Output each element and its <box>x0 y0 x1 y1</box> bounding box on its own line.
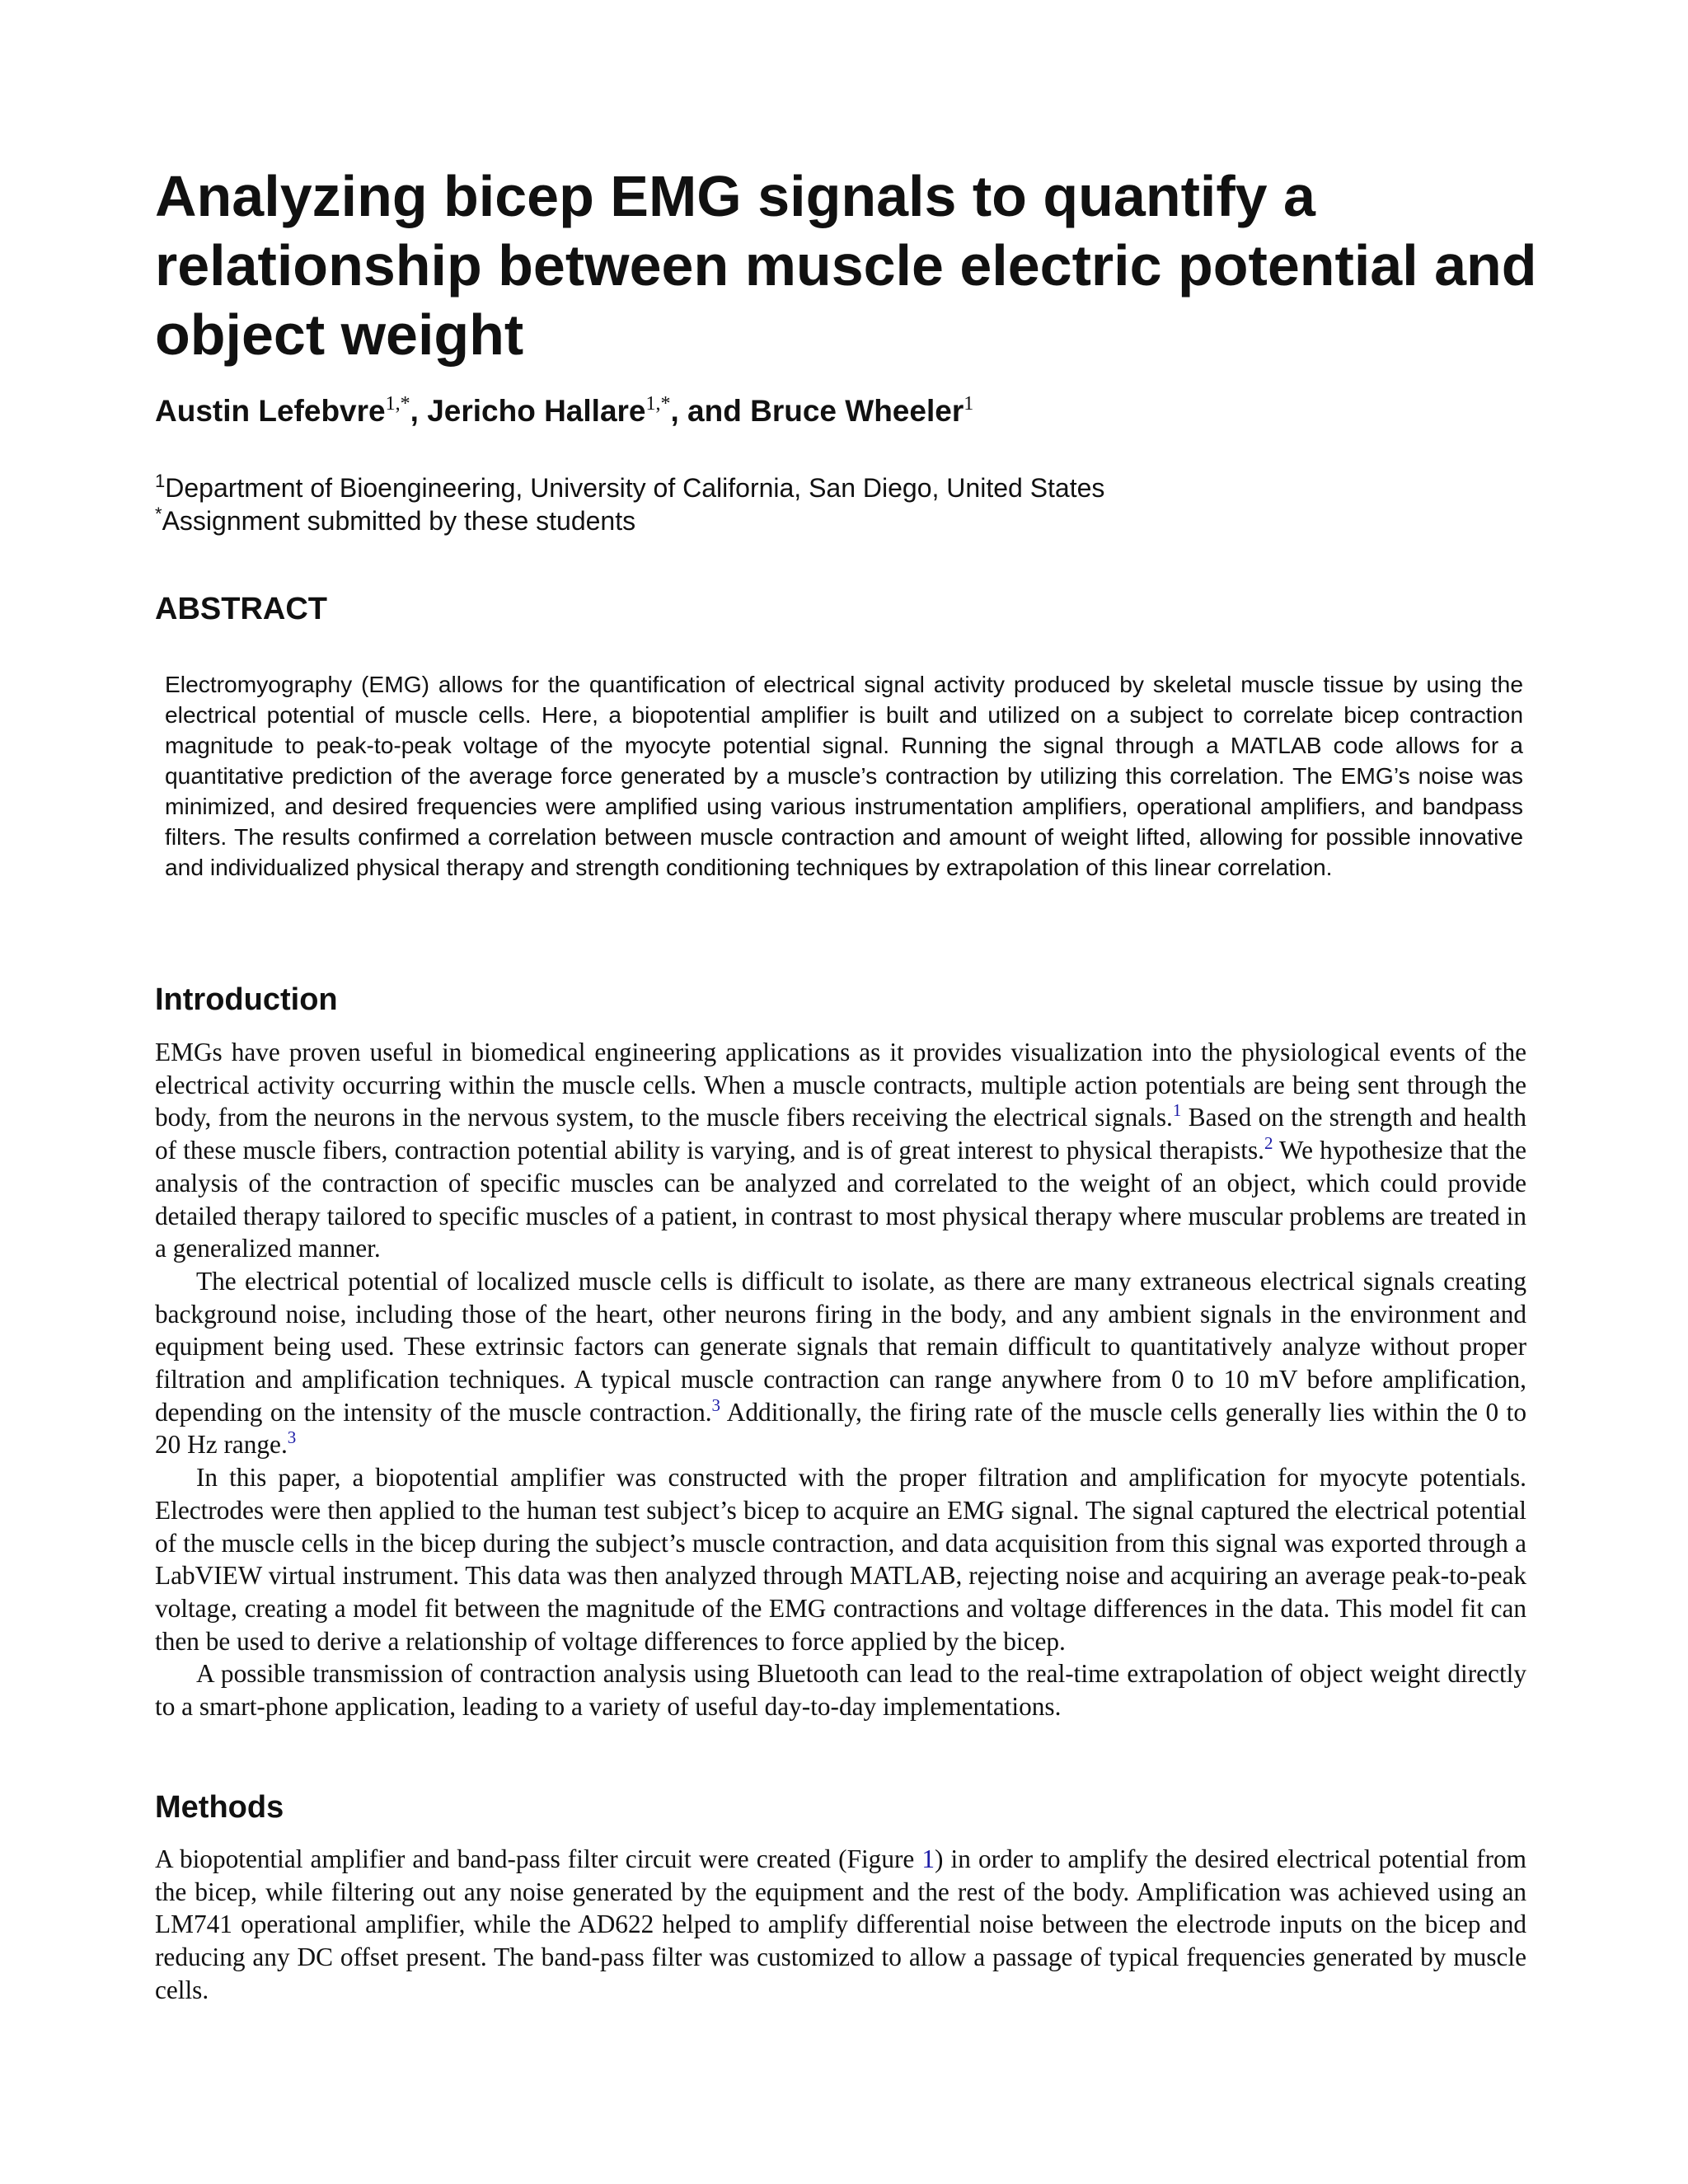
introduction-heading: Introduction <box>155 982 338 1017</box>
paragraph-text: ) in order to amplify the desired electrical potential from the bicep, while filtering out any noise generated by the equipment and the rest of the body. Amplification was achieved using an LM741 operational amplifier, while the AD622 helped to amplify differential noise between the electrode inputs on the bicep and reducing any DC offset present. The band-pass filter was customized to allow a passage of typical frequencies generated by muscle cells. <box>155 1844 1526 2004</box>
intro-paragraph-4: A possible transmission of contraction analysis using Bluetooth can lead to the real-time extrapolation of object weight directly to a smart-phone application, leading to a variety of useful day-to-day implementations. <box>155 1659 1526 1722</box>
intro-paragraph-2 <box>155 1265 1526 1461</box>
author-name: Jericho Hallare <box>427 394 646 428</box>
citation-link[interactable]: 2 <box>1264 1133 1273 1154</box>
citation-link[interactable]: 3 <box>287 1427 297 1448</box>
figure-link[interactable]: 1 <box>921 1844 935 1873</box>
author-name: Bruce Wheeler <box>750 394 964 428</box>
intro-paragraph-1 <box>155 1036 1526 1265</box>
paragraph-text: We hypothesize that the analysis of the contraction of specific muscles can be analyzed and correlated to the weight of an object, which could provide detailed therapy tailored to specific muscles of a patient, in contrast to most physical therapy where muscular problems are treated in a generalized manner. <box>155 1136 1526 1263</box>
author-list <box>155 391 1556 432</box>
introduction-body <box>155 1036 1526 1723</box>
paper-title: Analyzing bicep EMG signals to quantify a relationship between muscle electric potential and object weight <box>155 164 1537 367</box>
affiliation-mark: * <box>155 504 162 524</box>
author-separator: , <box>410 394 428 428</box>
paragraph-text: A biopotential amplifier and band-pass filter circuit were created (Figure <box>155 1844 922 1873</box>
methods-body <box>155 1843 1526 2007</box>
intro-paragraph-3: In this paper, a biopotential amplifier was constructed with the proper filtration and amplification for myocyte potentials. Electrodes were then applied to the human test subject’s bicep to acquire an EMG signal. The signal captured the electrical potential of the muscle cells in the bicep during the subject’s muscle contraction, and data acquisition from this signal was exported through a LabVIEW virtual instrument. This data was then analyzed through MATLAB, rejecting noise and acquiring an average peak-to-peak voltage, creating a model fit between the magnitude of the EMG contractions and voltage differences in the data. This model fit can then be used to derive a relationship of voltage differences to force applied by the bicep. <box>155 1463 1526 1656</box>
methods-heading: Methods <box>155 1790 284 1825</box>
affiliation-line <box>155 504 1556 537</box>
methods-paragraph-1 <box>155 1843 1526 2007</box>
author-name: Austin Lefebvre <box>155 394 386 428</box>
paragraph-text: Additionally, the firing rate of the muscle cells generally lies within the 0 to 20 Hz range. <box>155 1397 1526 1460</box>
author-marks: 1 <box>964 393 974 415</box>
abstract-heading: ABSTRACT <box>155 592 327 626</box>
abstract-text: Electromyography (EMG) allows for the quantification of electrical signal activity produced by skeletal muscle tissue by using the electrical potential of muscle cells. Here, a biopotential amplifier is built and utilized on a subject to correlate bicep contraction magnitude to peak-to-peak voltage of the myocyte potential signal. Running the signal through a MATLAB code allows for a quantitative prediction of the average force generated by a muscle’s contraction by utilizing this correlation. The EMG’s noise was minimized, and desired frequencies were amplified using various instrumentation amplifiers, operational amplifiers, and bandpass filters. The results confirmed a correlation between muscle contraction and amount of weight lifted, allowing for possible innovative and individualized physical therapy and strength conditioning techniques by extrapolation of this linear correlation. <box>165 671 1523 880</box>
affiliation-line <box>155 471 1556 504</box>
citation-link[interactable]: 3 <box>711 1394 721 1415</box>
author-marks: 1,* <box>385 393 410 415</box>
affiliation-text: Department of Bioengineering, University of California, San Diego, United States <box>165 473 1105 503</box>
affiliations <box>155 471 1556 537</box>
affiliation-text: Assignment submitted by these students <box>162 506 636 536</box>
author-separator: , and <box>670 394 751 428</box>
citation-link[interactable]: 1 <box>1172 1100 1182 1121</box>
paragraph-text: The electrical potential of localized muscle cells is difficult to isolate, as there are many extraneous electrical signals creating background noise, including those of the heart, other neurons firing in the body, and any ambient signals in the environment and equipment being used. These extrinsic factors can generate signals that remain difficult to quantitatively analyze without proper filtration and amplification techniques. A typical muscle contraction can range anywhere from 0 to 10 mV before amplification, depending on the intensity of the muscle contraction. <box>155 1266 1526 1427</box>
paragraph-text: EMGs have proven useful in biomedical engineering applications as it provides visualization into the physiological events of the electrical activity occurring within the muscle cells. When a muscle contracts, multiple action potentials are being sent through the body, from the neurons in the nervous system, to the muscle fibers receiving the electrical signals. <box>155 1038 1526 1132</box>
paragraph-text: Based on the strength and health of these muscle fibers, contraction potential ability is varying, and is of great interest to physical therapists. <box>155 1103 1527 1165</box>
affiliation-mark: 1 <box>155 471 166 491</box>
author-marks: 1,* <box>645 393 671 415</box>
